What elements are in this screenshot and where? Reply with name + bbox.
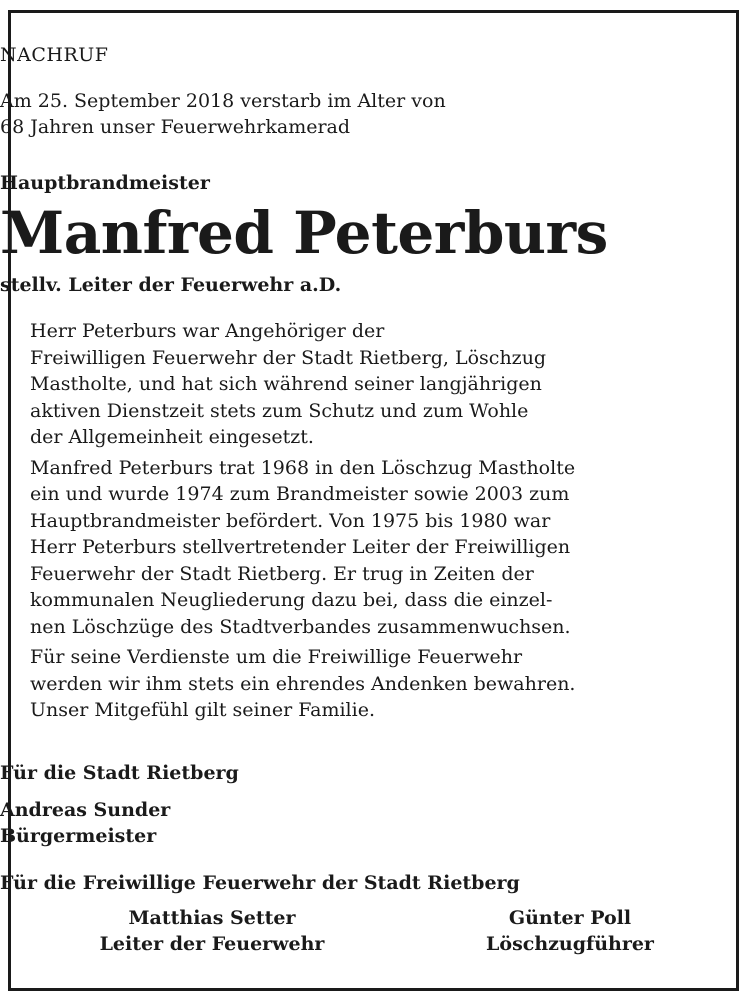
- text-line: kommunalen Neugliederung dazu bei, dass die einzel-: [30, 589, 553, 611]
- text-line: Für seine Verdienste um die Freiwillige Feuerwehr: [30, 646, 523, 668]
- text-line: Herr Peterburs war Angehöriger der: [30, 320, 385, 342]
- text-line: aktiven Dienstzeit stets zum Schutz und zum Wohle: [30, 399, 529, 422]
- intro-line: Am 25. September 2018 verstarb im Alter von: [0, 90, 446, 112]
- text-line: werden wir ihm stets ein ehrendes Andenken bewahren.: [30, 672, 576, 695]
- text-line: Unser Mitgefühl gilt seiner Familie.: [30, 699, 375, 721]
- unit-leader-name: Günter Poll: [508, 907, 632, 929]
- text-line: Hauptbrandmeister befördert. Von 1975 bis 1980 war: [30, 509, 551, 532]
- unit-leader-signature: [420, 905, 720, 957]
- tribute-paragraph: [30, 318, 719, 451]
- tribute-paragraph: [30, 644, 719, 724]
- tribute-paragraph: [30, 455, 719, 641]
- mayor-name: Andreas Sunder: [0, 799, 171, 821]
- notice-heading: NACHRUF: [0, 44, 109, 66]
- text-line: Mastholte, und hat sich während seiner langjährigen: [30, 373, 542, 395]
- fire-dept-signature-heading: Für die Freiwillige Feuerwehr der Stadt Rietberg: [0, 872, 520, 894]
- fire-chief-name: Matthias Setter: [128, 907, 296, 929]
- text-line: der Allgemeinheit eingesetzt.: [30, 426, 314, 448]
- text-line: ein und wurde 1974 zum Brandmeister sowie 2003 zum: [30, 483, 570, 505]
- deceased-rank: Hauptbrandmeister: [0, 172, 210, 194]
- mayor-title: Bürgermeister: [0, 825, 157, 847]
- unit-leader-title: Löschzugführer: [486, 933, 654, 955]
- text-line: Freiwilligen Feuerwehr der Stadt Rietberg, Löschzug: [30, 346, 547, 369]
- city-signature-heading: Für die Stadt Rietberg: [0, 762, 239, 784]
- intro-text: [0, 88, 749, 140]
- text-line: nen Löschzüge des Stadtverbandes zusammenwuchsen.: [30, 615, 571, 638]
- mayor-signature: [0, 797, 749, 849]
- fire-chief-title: Leiter der Feuerwehr: [99, 933, 325, 955]
- deceased-role: stellv. Leiter der Feuerwehr a.D.: [0, 274, 342, 296]
- text-line: Feuerwehr der Stadt Rietberg. Er trug in Zeiten der: [30, 562, 534, 585]
- tribute-body: [30, 318, 719, 728]
- deceased-name: Manfred Peterburs: [0, 199, 608, 267]
- text-line: Herr Peterburs stellvertretender Leiter der Freiwilligen: [30, 536, 571, 558]
- fire-chief-signature: [62, 905, 362, 957]
- intro-line: 68 Jahren unser Feuerwehrkamerad: [0, 116, 351, 138]
- text-line: Manfred Peterburs trat 1968 in den Löschzug Mastholte: [30, 456, 576, 479]
